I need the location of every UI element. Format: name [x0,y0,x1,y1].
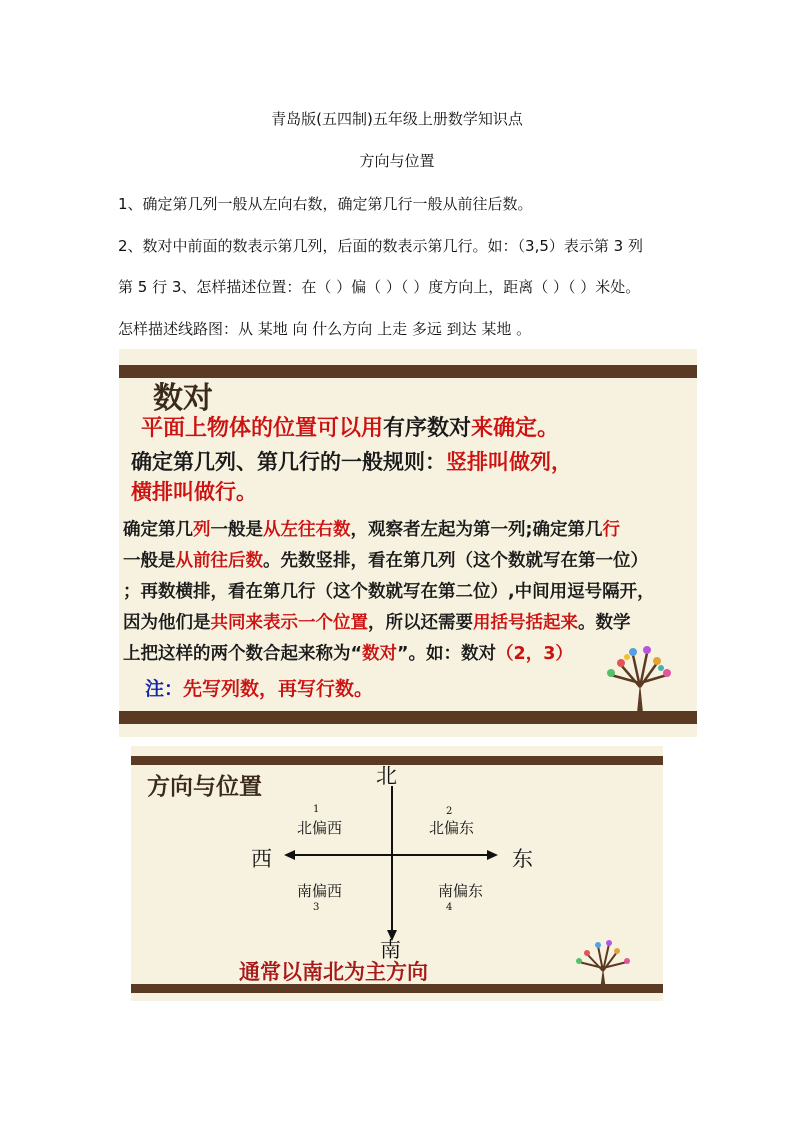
quadrant-number-1: 1 [313,804,320,815]
north-label: 北 [376,764,397,788]
slide-ordered-pairs [119,349,697,737]
quadrant-number-2: 2 [446,806,453,817]
quadrant-number-3: 3 [313,902,320,913]
rule-line-2: 横排叫做行。 [131,480,257,504]
tree-icon [599,637,679,715]
slide-direction-position [131,746,663,1001]
west-label: 西 [251,847,272,871]
body-line-5: 上把这样的两个数合起来称为“数对”。如：数对（2，3） [123,644,573,664]
paragraph-4: 怎样描述线路图：从 某地 向 什么方向 上走 多远 到达 某地 。 [118,320,532,338]
definition-line: 平面上物体的位置可以用有序数对来确定。 [141,416,560,441]
body-line-4: 因为他们是共同来表示一个位置，所以还需要用括号括起来。数学 [123,613,631,633]
bottom-bar [131,984,663,993]
rule-line: 确定第几列、第几行的一般规则：竖排叫做列， [131,450,572,474]
document-title: 青岛版(五四制)五年级上册数学知识点 [271,110,523,128]
main-direction-note: 通常以南北为主方向 [239,960,428,984]
quadrant-number-4: 4 [446,902,453,913]
section-title: 方向与位置 [359,152,435,170]
tree-icon [571,936,635,991]
slide-heading: 数对 [153,381,213,416]
paragraph-2: 2、数对中前面的数表示第几列，后面的数表示第几行。如：（3,5）表示第 3 列 [118,237,643,255]
northeast-label: 北偏东 [429,819,475,837]
paragraph-1: 1、确定第几列一般从左向右数，确定第几行一般从前往后数。 [118,195,533,213]
paragraph-3: 第 5 行 3、怎样描述位置：在（ ）偏（ ）（ ）度方向上，距离（ ）（ ）米处。 [118,278,641,296]
body-line-1: 确定第几列一般是从左往右数，观察者左起为第一列;确定第几行 [123,520,620,540]
body-line-3: ；再数横排，看在第几行（这个数就写在第二位）,中间用逗号隔开， [123,582,655,602]
slide-heading: 方向与位置 [147,774,262,800]
southeast-label: 南偏东 [438,882,484,900]
note-line: 注：先写列数，再写行数。 [145,678,374,700]
south-label: 南 [380,938,401,962]
northwest-label: 北偏西 [297,819,343,837]
east-label: 东 [512,847,533,871]
southwest-label: 南偏西 [297,882,343,900]
bottom-bar [119,711,697,724]
body-line-2: 一般是从前往后数。先数竖排，看在第几列（这个数就写在第一位） [123,551,648,571]
